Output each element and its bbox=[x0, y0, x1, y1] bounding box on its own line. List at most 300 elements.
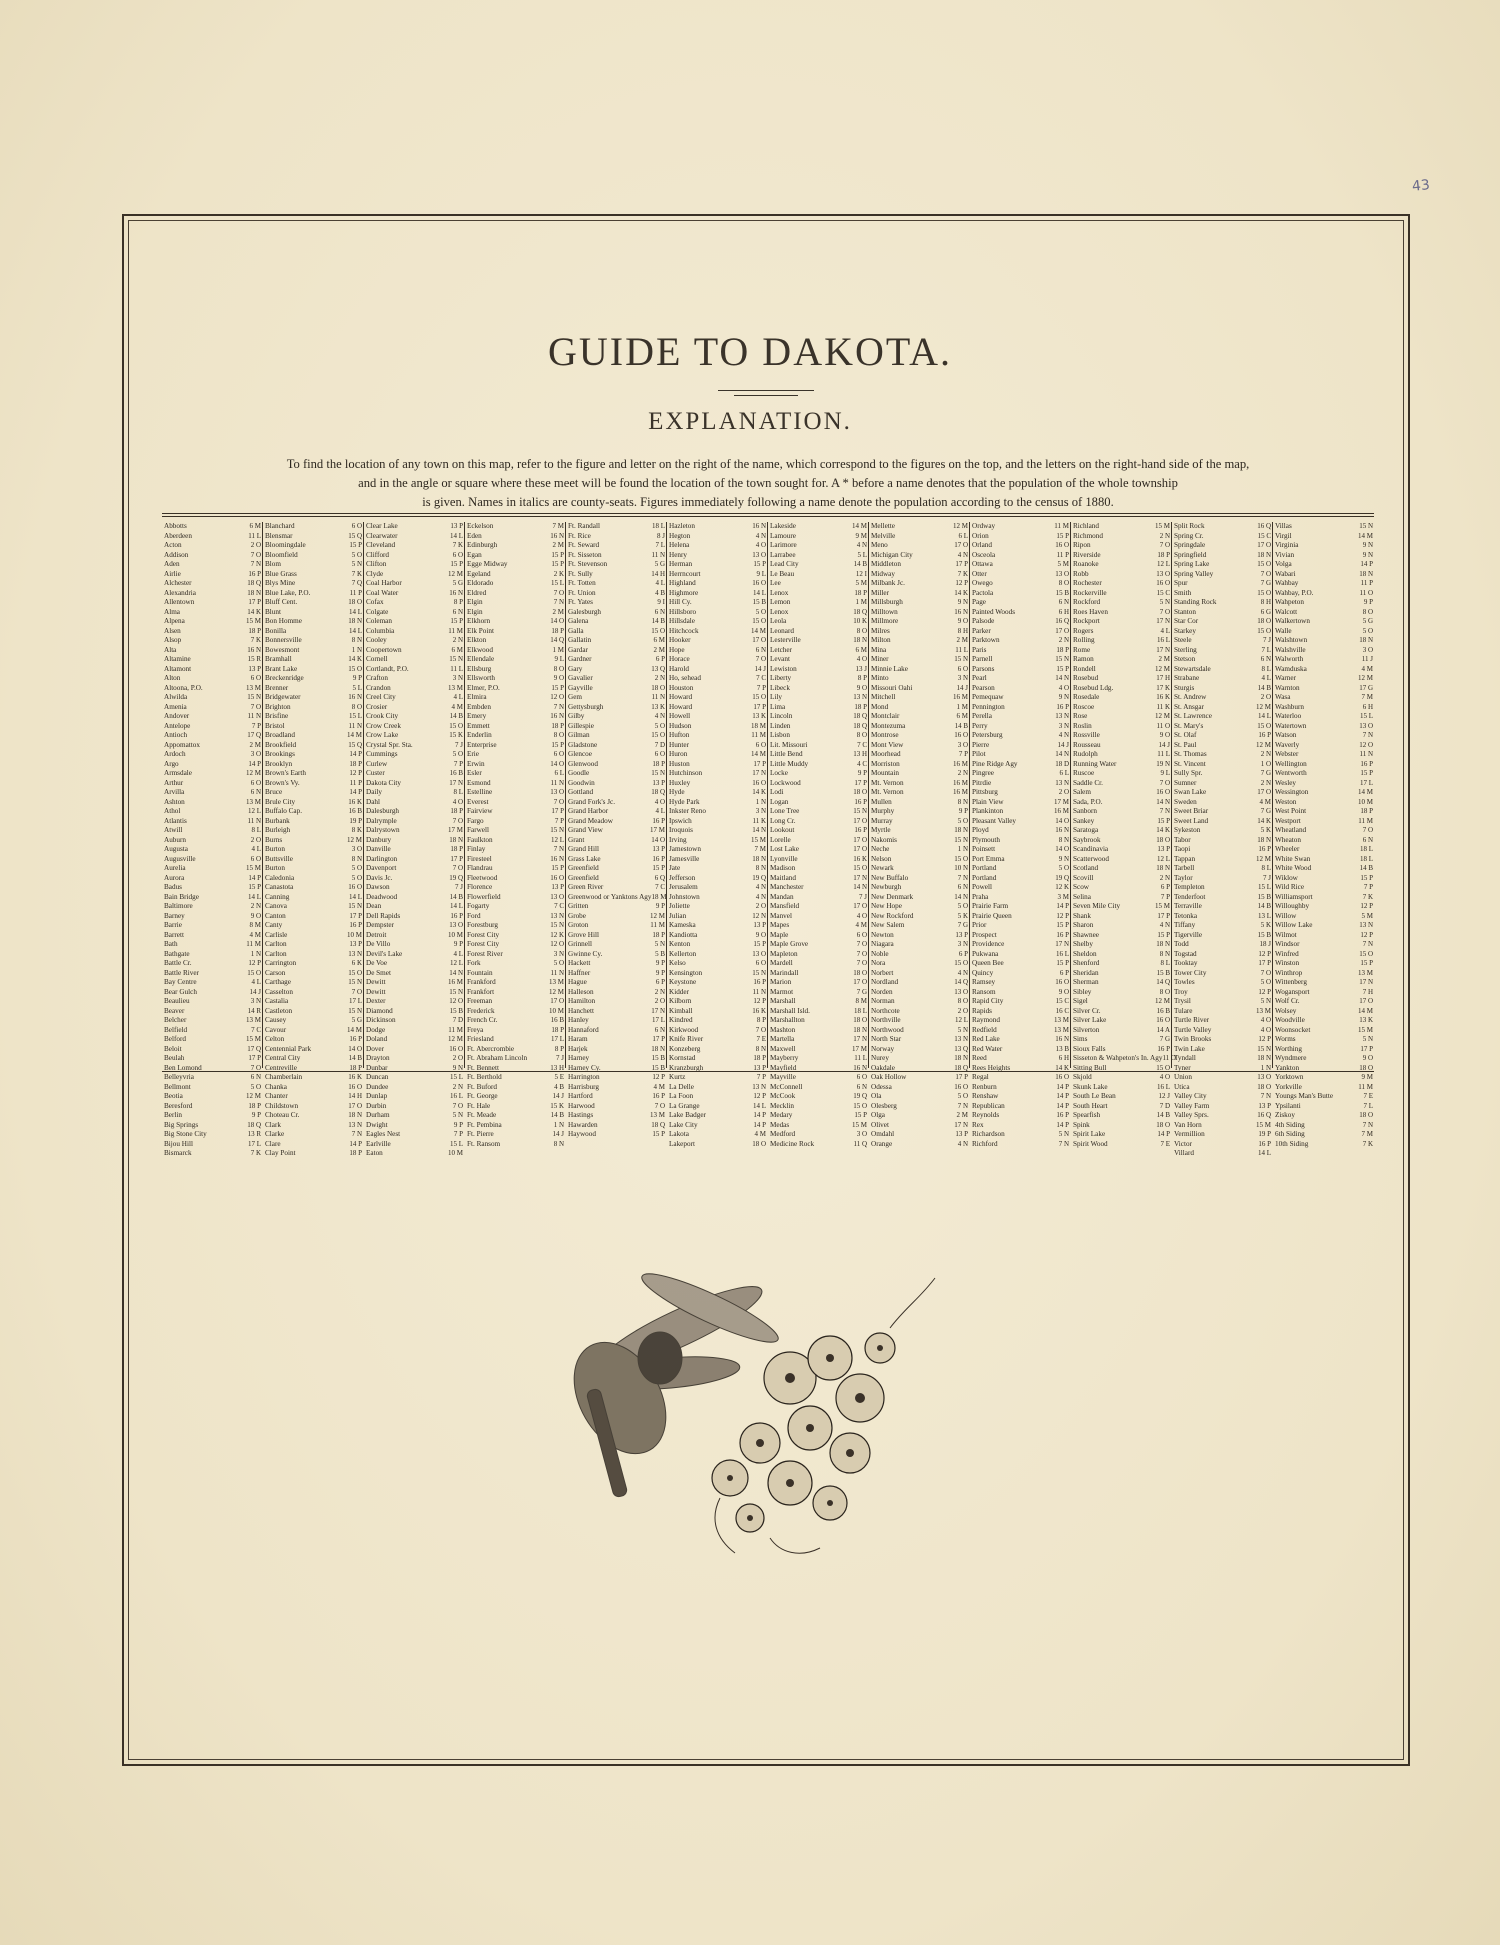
town-name: Petersburg bbox=[972, 731, 1003, 739]
town-name: Freya bbox=[467, 1025, 484, 1034]
grid-reference: 6 P bbox=[1059, 968, 1069, 977]
town-name: Ft. Sisseton bbox=[568, 550, 602, 559]
grid-reference: 16 N bbox=[550, 531, 564, 540]
town-name: Glencoe bbox=[568, 750, 592, 758]
town-name: Eagles Nest bbox=[366, 1130, 401, 1138]
grid-reference: 17 N bbox=[1156, 617, 1170, 625]
index-entry bbox=[770, 893, 867, 903]
grid-reference: 7 P bbox=[756, 1073, 766, 1081]
town-name: Wahpeton bbox=[1275, 598, 1304, 606]
index-entry bbox=[164, 1026, 261, 1036]
index-entry bbox=[1174, 807, 1271, 817]
town-name: Norway bbox=[871, 1044, 895, 1053]
index-entry bbox=[467, 864, 564, 874]
index-entry bbox=[164, 940, 261, 950]
grid-reference: 11 M bbox=[246, 940, 261, 948]
index-entry bbox=[871, 1092, 968, 1102]
grid-reference: 6 O bbox=[250, 778, 261, 787]
town-name: Konzeberg bbox=[669, 1044, 701, 1053]
town-name: Choteau Cr. bbox=[265, 1111, 300, 1119]
index-entry bbox=[1174, 712, 1271, 722]
grid-reference: 4 M bbox=[451, 702, 463, 711]
grid-reference: 9 P bbox=[655, 968, 665, 977]
town-name: Ramon bbox=[1073, 655, 1094, 663]
town-name: Emmett bbox=[467, 721, 490, 730]
town-name: Baltimore bbox=[164, 902, 193, 910]
town-name: Strabane bbox=[1174, 674, 1200, 682]
index-entry bbox=[568, 617, 665, 627]
grid-reference: 11 M bbox=[1358, 816, 1373, 825]
grid-reference: 15 P bbox=[551, 864, 564, 872]
town-name: Alta bbox=[164, 645, 177, 654]
grid-reference: 7 N bbox=[1362, 1120, 1373, 1129]
grid-reference: 12 P bbox=[1258, 949, 1271, 958]
grid-reference: 17 P bbox=[248, 1054, 261, 1062]
town-name: Michigan City bbox=[871, 550, 913, 559]
town-name: Ramsey bbox=[972, 978, 996, 986]
town-name: Maxwell bbox=[770, 1044, 796, 1053]
index-entry bbox=[568, 674, 665, 684]
town-name: Togstad bbox=[1174, 949, 1197, 958]
town-name: Ft. Seward bbox=[568, 541, 600, 549]
town-name: Jefferson bbox=[669, 873, 696, 882]
town-name: Newburgh bbox=[871, 883, 902, 891]
grid-reference: 6 O bbox=[856, 1073, 867, 1081]
grid-reference: 15 O bbox=[1257, 588, 1271, 597]
grid-reference: 19 Q bbox=[853, 1092, 867, 1100]
grid-reference: 4 B bbox=[655, 588, 665, 597]
index-entry bbox=[770, 1035, 867, 1045]
grid-reference: 12 K bbox=[550, 930, 564, 939]
index-entry bbox=[871, 722, 968, 732]
index-entry bbox=[669, 627, 766, 637]
index-entry bbox=[568, 712, 665, 722]
index-entry bbox=[871, 617, 968, 627]
grid-reference: 5 O bbox=[957, 1092, 968, 1100]
town-name: Wolsey bbox=[1275, 1006, 1297, 1015]
index-entry bbox=[164, 798, 261, 808]
town-name: St. Thomas bbox=[1174, 750, 1207, 758]
town-name: Cornell bbox=[366, 655, 388, 663]
town-name: Casselton bbox=[265, 987, 293, 996]
grid-reference: 14 A bbox=[1156, 1025, 1170, 1034]
index-entry bbox=[366, 522, 463, 532]
town-name: Roes Haven bbox=[1073, 607, 1108, 616]
grid-reference: 12 P bbox=[753, 997, 766, 1005]
grid-reference: 8 N bbox=[1159, 949, 1170, 958]
town-name: Pittsburg bbox=[972, 788, 998, 796]
grid-reference: 18 P bbox=[248, 1101, 261, 1110]
town-name: Chanka bbox=[265, 1082, 287, 1091]
town-name: Shank bbox=[1073, 911, 1091, 920]
town-name: Ellsworth bbox=[467, 674, 495, 682]
town-name: Oakdale bbox=[871, 1063, 895, 1072]
grid-reference: 11 N bbox=[651, 550, 665, 559]
index-entry bbox=[1073, 684, 1170, 694]
grid-reference: 16 P bbox=[854, 797, 867, 806]
grid-reference: 8 O bbox=[856, 731, 867, 739]
grid-reference: 2 N bbox=[957, 769, 968, 777]
grid-reference: 14 M bbox=[852, 522, 867, 530]
grid-reference: 16 M bbox=[448, 978, 463, 986]
index-entry bbox=[467, 902, 564, 912]
index-entry bbox=[871, 1045, 968, 1055]
index-entry bbox=[1073, 969, 1170, 979]
grid-reference: 2 N bbox=[1159, 873, 1170, 882]
town-name: 4th Siding bbox=[1275, 1120, 1305, 1129]
grid-reference: 13 K bbox=[1359, 1016, 1373, 1024]
index-entry bbox=[871, 1073, 968, 1083]
town-name: Spring Lake bbox=[1174, 560, 1210, 568]
grid-reference: 2 N bbox=[1058, 636, 1069, 644]
index-entry bbox=[568, 940, 665, 950]
index-entry bbox=[1073, 997, 1170, 1007]
grid-reference: 7 G bbox=[1260, 807, 1271, 815]
index-entry bbox=[568, 684, 665, 694]
town-name: Tulare bbox=[1174, 1006, 1193, 1015]
index-entry bbox=[366, 769, 463, 779]
town-name: Tetonka bbox=[1174, 911, 1198, 920]
index-entry bbox=[568, 845, 665, 855]
town-name: Lily bbox=[770, 693, 782, 701]
index-entry bbox=[164, 1149, 261, 1159]
index-entry bbox=[164, 978, 261, 988]
grid-reference: 6 L bbox=[958, 531, 968, 540]
index-entry bbox=[467, 1035, 564, 1045]
town-name: Moorhead bbox=[871, 750, 901, 758]
grid-reference: 6 H bbox=[1058, 607, 1069, 616]
grid-reference: 9 M bbox=[855, 531, 867, 540]
grid-reference: 14 O bbox=[651, 835, 665, 844]
index-entry bbox=[467, 636, 564, 646]
town-name: Clearwater bbox=[366, 531, 398, 540]
grid-reference: 11 P bbox=[1360, 579, 1373, 587]
grid-reference: 16 N bbox=[449, 588, 463, 597]
town-name: Esler bbox=[467, 769, 482, 777]
town-name: Jamesville bbox=[669, 854, 700, 863]
grid-reference: 16 P bbox=[1157, 1044, 1170, 1053]
town-name: Athol bbox=[164, 807, 181, 815]
index-entry bbox=[467, 627, 564, 637]
grid-reference: 16 O bbox=[1156, 1016, 1170, 1024]
grid-reference: 7 J bbox=[859, 892, 867, 901]
index-entry bbox=[467, 703, 564, 713]
town-name: Ardoch bbox=[164, 750, 186, 758]
grid-reference: 17 P bbox=[753, 759, 766, 768]
index-entry bbox=[669, 940, 766, 950]
index-entry bbox=[669, 1140, 766, 1150]
town-name: Victor bbox=[1174, 1139, 1192, 1148]
town-name: Gilby bbox=[568, 712, 585, 720]
index-entry bbox=[1174, 912, 1271, 922]
grid-reference: 7 K bbox=[957, 569, 968, 578]
town-name: Richland bbox=[1073, 522, 1099, 530]
town-name: Watertown bbox=[1275, 721, 1307, 730]
index-entry bbox=[871, 950, 968, 960]
town-name: Medas bbox=[770, 1120, 790, 1129]
grid-reference: 6 O bbox=[755, 740, 766, 749]
grid-reference: 16 O bbox=[1055, 541, 1069, 549]
grid-reference: 5 M bbox=[855, 579, 867, 587]
index-entry bbox=[770, 674, 867, 684]
index-entry bbox=[366, 674, 463, 684]
town-name: Harwood bbox=[568, 1101, 595, 1110]
grid-reference: 11 P bbox=[349, 588, 362, 597]
grid-reference: 6 K bbox=[351, 959, 362, 967]
index-entry bbox=[568, 541, 665, 551]
town-name: Rogers bbox=[1073, 626, 1094, 635]
town-name: Dalrymple bbox=[366, 816, 397, 825]
index-entry bbox=[164, 845, 261, 855]
town-name: Huron bbox=[669, 750, 688, 758]
grid-reference: 12 N bbox=[752, 911, 766, 920]
index-entry bbox=[164, 731, 261, 741]
grid-reference: 14 J bbox=[552, 1130, 564, 1138]
grid-reference: 8 O bbox=[1159, 987, 1170, 996]
town-name: Addison bbox=[164, 550, 189, 559]
index-entry bbox=[1073, 551, 1170, 561]
index-entry bbox=[164, 807, 261, 817]
index-entry bbox=[366, 836, 463, 846]
index-entry bbox=[1174, 1102, 1271, 1112]
grid-reference: 18 P bbox=[652, 759, 665, 768]
grid-reference: 14 P bbox=[349, 750, 362, 758]
grid-reference: 18 P bbox=[551, 721, 564, 730]
grid-reference: 4 N bbox=[1058, 731, 1069, 739]
grid-reference: 14 P bbox=[753, 1120, 766, 1129]
town-name: Ft. Randall bbox=[568, 522, 600, 530]
town-name: Altamont bbox=[164, 664, 192, 673]
index-entry bbox=[1073, 560, 1170, 570]
grid-reference: 12 M bbox=[448, 1035, 463, 1043]
grid-reference: 15 O bbox=[1257, 721, 1271, 730]
town-name: Kurtz bbox=[669, 1073, 686, 1081]
index-entry bbox=[669, 522, 766, 532]
town-name: Hastings bbox=[568, 1111, 594, 1119]
index-entry bbox=[568, 750, 665, 760]
grid-reference: 6 Q bbox=[654, 873, 665, 882]
town-name: Woonsocket bbox=[1275, 1025, 1311, 1034]
grid-reference: 15 B bbox=[1055, 588, 1069, 597]
index-entry bbox=[164, 1111, 261, 1121]
index-entry bbox=[972, 1073, 1069, 1083]
index-entry bbox=[1275, 1007, 1373, 1017]
index-entry bbox=[669, 855, 766, 865]
grid-reference: 13 P bbox=[652, 778, 665, 787]
index-entry bbox=[366, 845, 463, 855]
index-entry bbox=[1174, 655, 1271, 665]
index-entry bbox=[265, 1102, 362, 1112]
grid-reference: 12 P bbox=[1360, 930, 1373, 939]
town-name: Myrtle bbox=[871, 826, 891, 834]
grid-reference: 15 O bbox=[651, 626, 665, 635]
index-entry bbox=[871, 750, 968, 760]
index-entry bbox=[1174, 931, 1271, 941]
town-name: Berlin bbox=[164, 1111, 182, 1119]
index-entry bbox=[669, 1130, 766, 1140]
grid-reference: 11 L bbox=[248, 531, 261, 540]
grid-reference: 4 O bbox=[856, 655, 867, 663]
town-name: Palsode bbox=[972, 617, 995, 625]
grid-reference: 4 L bbox=[453, 693, 463, 701]
grid-reference: 16 P bbox=[1360, 759, 1373, 768]
grid-reference: 7 K bbox=[250, 636, 261, 644]
index-entry bbox=[669, 874, 766, 884]
grid-reference: 7 N bbox=[957, 1101, 968, 1110]
grid-reference: 7 G bbox=[1260, 769, 1271, 777]
town-name: Miner bbox=[871, 655, 889, 663]
town-name: Mina bbox=[871, 645, 887, 654]
index-entry bbox=[1073, 722, 1170, 732]
town-name: Beloit bbox=[164, 1044, 182, 1053]
grid-reference: 7 P bbox=[1363, 883, 1373, 891]
town-name: Grant bbox=[568, 835, 585, 844]
index-entry bbox=[1275, 750, 1373, 760]
grid-reference: 17 L bbox=[247, 1139, 261, 1148]
town-name: Centreville bbox=[265, 1063, 297, 1072]
town-name: Winthrop bbox=[1275, 968, 1303, 977]
grid-reference: 13 P bbox=[1258, 1101, 1271, 1110]
index-entry bbox=[467, 1083, 564, 1093]
index-entry bbox=[1275, 1054, 1373, 1064]
town-name: Mitchell bbox=[871, 693, 896, 701]
town-index-table bbox=[162, 522, 1374, 1157]
index-entry bbox=[972, 969, 1069, 979]
index-entry bbox=[164, 1102, 261, 1112]
town-name: Medford bbox=[770, 1130, 796, 1138]
index-entry bbox=[1174, 1007, 1271, 1017]
grid-reference: 14 L bbox=[348, 607, 362, 616]
town-name: Rossville bbox=[1073, 731, 1100, 739]
index-entry bbox=[871, 598, 968, 608]
index-entry bbox=[1073, 598, 1170, 608]
grid-reference: 15 O bbox=[348, 664, 362, 673]
grid-reference: 6 N bbox=[452, 607, 463, 616]
town-name: Allentown bbox=[164, 598, 195, 606]
town-name: Ft. Sully bbox=[568, 569, 593, 578]
grid-reference: 12 L bbox=[1156, 560, 1170, 568]
index-entry bbox=[265, 893, 362, 903]
town-name: Augusville bbox=[164, 854, 196, 863]
town-name: Wahbay, P.O. bbox=[1275, 588, 1314, 597]
town-name: Pactola bbox=[972, 588, 994, 597]
grid-reference: 13 M bbox=[246, 797, 261, 806]
index-entry bbox=[366, 760, 463, 770]
town-name: Abbotts bbox=[164, 522, 187, 530]
grid-reference: 14 N bbox=[449, 968, 463, 977]
index-entry bbox=[1275, 627, 1373, 637]
index-entry bbox=[770, 1016, 867, 1026]
grid-reference: 18 Q bbox=[247, 1120, 261, 1129]
town-name: Hegton bbox=[669, 531, 691, 540]
town-name: Linden bbox=[770, 721, 791, 730]
town-name: Causey bbox=[265, 1016, 287, 1024]
grid-reference: 4 O bbox=[654, 797, 665, 806]
index-entry bbox=[1275, 1092, 1373, 1102]
index-entry bbox=[972, 921, 1069, 931]
town-name: Montrose bbox=[871, 731, 899, 739]
grid-reference: 11 L bbox=[854, 1054, 867, 1062]
grid-reference: 10 M bbox=[448, 930, 463, 939]
town-name: Lewiston bbox=[770, 664, 797, 673]
grid-reference: 18 L bbox=[1359, 854, 1373, 863]
index-entry bbox=[164, 722, 261, 732]
index-entry bbox=[1275, 560, 1373, 570]
town-name: Roslin bbox=[1073, 721, 1092, 730]
grid-reference: 4 M bbox=[754, 1130, 766, 1138]
town-name: Ypsilanti bbox=[1275, 1101, 1301, 1110]
grid-reference: 16 M bbox=[953, 778, 968, 787]
index-entry bbox=[366, 541, 463, 551]
grid-reference: 2 O bbox=[452, 1054, 463, 1062]
index-entry bbox=[669, 817, 766, 827]
grid-reference: 8 O bbox=[957, 997, 968, 1005]
town-name: Jerusalem bbox=[669, 883, 698, 891]
grid-reference: 15 O bbox=[1156, 1063, 1170, 1072]
grid-reference: 15 O bbox=[752, 693, 766, 701]
grid-reference: 11 N bbox=[752, 987, 766, 996]
index-entry bbox=[164, 788, 261, 798]
index-entry bbox=[871, 959, 968, 969]
grid-reference: 7 L bbox=[1363, 1101, 1373, 1110]
index-entry bbox=[366, 893, 463, 903]
index-entry bbox=[265, 817, 362, 827]
grid-reference: 14 P bbox=[349, 788, 362, 796]
town-name: Castleton bbox=[265, 1006, 293, 1015]
town-name: Scotland bbox=[1073, 864, 1099, 872]
grid-reference: 11 M bbox=[1054, 522, 1069, 530]
index-entry bbox=[467, 950, 564, 960]
town-name: Haram bbox=[568, 1035, 588, 1043]
grid-reference: 7 M bbox=[754, 845, 766, 853]
grid-reference: 18 Q bbox=[651, 1120, 665, 1129]
index-entry bbox=[1073, 541, 1170, 551]
index-entry bbox=[164, 579, 261, 589]
grid-reference: 18 N bbox=[752, 854, 766, 863]
town-name: Huston bbox=[669, 759, 690, 768]
index-entry bbox=[669, 579, 766, 589]
index-entry bbox=[972, 959, 1069, 969]
town-name: Faulkton bbox=[467, 835, 493, 844]
grid-reference: 7 O bbox=[856, 940, 867, 948]
index-entry bbox=[770, 532, 867, 542]
index-entry bbox=[669, 646, 766, 656]
grid-reference: 15 L bbox=[550, 579, 564, 587]
index-entry bbox=[770, 921, 867, 931]
grid-reference: 12 K bbox=[1055, 883, 1069, 891]
grid-reference: 6 O bbox=[957, 664, 968, 673]
index-entry bbox=[366, 940, 463, 950]
index-entry bbox=[1275, 1035, 1373, 1045]
town-name: Drayton bbox=[366, 1054, 390, 1062]
town-name: Tower City bbox=[1174, 968, 1207, 977]
town-name: Walkertown bbox=[1275, 617, 1310, 625]
grid-reference: 17 N bbox=[651, 1006, 665, 1015]
index-entry bbox=[972, 1026, 1069, 1036]
town-name: Rose bbox=[1073, 712, 1088, 720]
grid-reference: 13 O bbox=[550, 788, 564, 796]
index-entry bbox=[1073, 627, 1170, 637]
index-entry bbox=[770, 798, 867, 808]
index-entry bbox=[1073, 608, 1170, 618]
grid-reference: 11 N bbox=[651, 693, 665, 701]
town-name: Nurey bbox=[871, 1054, 889, 1062]
index-entry bbox=[366, 883, 463, 893]
town-name: Scow bbox=[1073, 883, 1089, 891]
town-name: Greenfield bbox=[568, 873, 599, 882]
grid-reference: 14 B bbox=[348, 1054, 362, 1062]
town-name: Harrisburg bbox=[568, 1082, 600, 1091]
